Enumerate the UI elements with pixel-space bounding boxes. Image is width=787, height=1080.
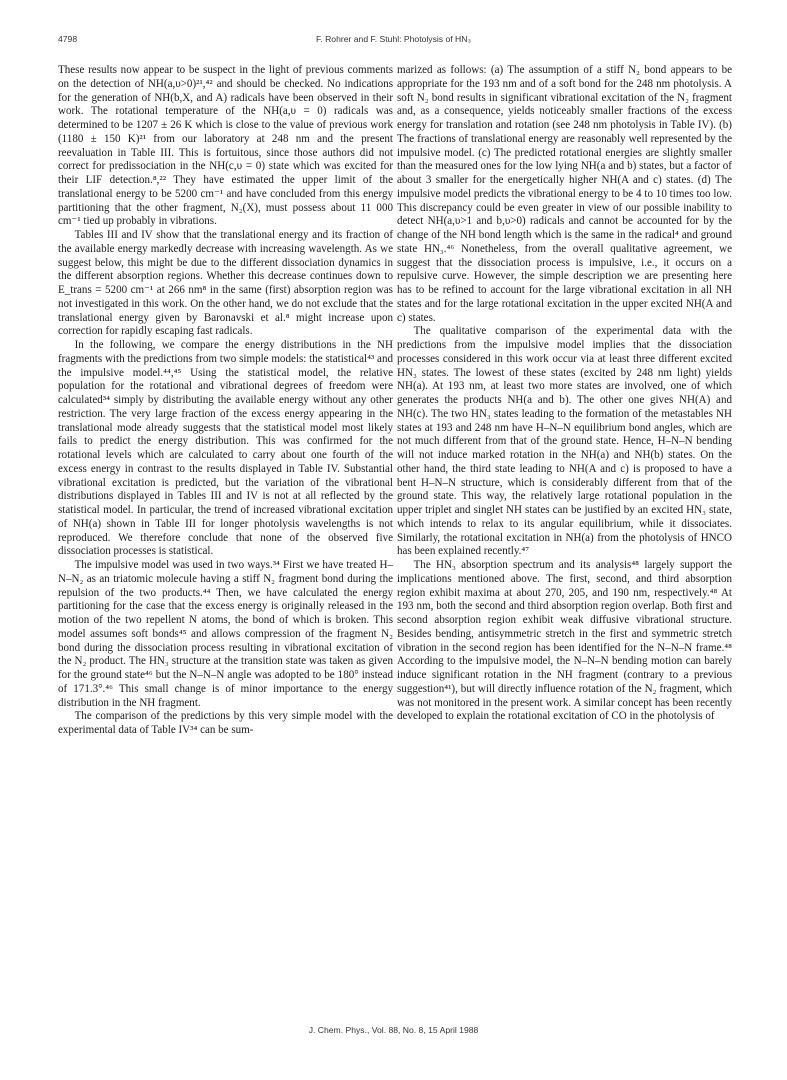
paragraph: The HN₃ absorption spectrum and its analysis⁴⁸ largely support the implications mentioned above. The first, second, and third absorption region exhibit maxima at about 270, 205, and 190 nm, respectively.⁴⁸ At 193 nm, both the second and third absorption region overlap. Both first and second absorption region exhibit weak diffusive vibrational structure. Besides bending, antisymmetric stretch in the first and symmetric stretch vibration in the second region has been identified for the N–N–N frame.⁴⁸ According to the impulsive model, the N–N–N bending motion can barely induce significant rotation in the NH fragment (contrary to a previous suggestion⁴¹), but will directly influence rotation of the N₂ fragment, which was not monitored in the present work. A similar concept has been recently developed to explain the rotational excitation of CO in the photolysis of [397, 559, 732, 723]
running-title: F. Rohrer and F. Stuhl: Photolysis of HN₃ [316, 34, 471, 44]
paragraph: In the following, we compare the energy distributions in the NH fragments with the predictions from two simple models: the statistical⁴³ and the impulsive model.⁴⁴,⁴⁵ Using the statistical model, the relative population for the rotational and vibrational degrees of freedom were calculated³⁴ simply by distributing the available energy without any other restriction. The very large fraction of the excess energy appearing in the translational mode already suggests that the statistical model most likely fails to predict the energy distribution. This was confirmed for the rotational levels which are calculated to carry about one fourth of the excess energy in contrast to the results displayed in Table IV. Substantial vibrational excitation is predicted, but the variation of the vibrational distributions displayed in Tables III and IV is not at all reflected by the statistical model. In particular, the trend of increased vibrational excitation of NH(a) shown in Table III for longer photolysis wavelengths is not reproduced. We therefore conclude that none of the observed five dissociation processes is statistical. [58, 339, 393, 558]
paragraph: Tables III and IV show that the translational energy and its fraction of the available energy markedly decrease with increasing wavelength. As we suggest below, this might be due to the different dissociation dynamics in the different absorption regions. Whether this decrease continues down to E_trans = 5200 cm⁻¹ at 266 nm⁸ in the same (first) absorption region was not investigated in this work. On the other hand, we do not exclude that the translational energy given by Baronavski et al.⁸ might increase upon correction for rapidly escaping fast radicals. [58, 229, 393, 338]
right-column [397, 64, 732, 724]
page-number: 4798 [58, 34, 78, 44]
paragraph: These results now appear to be suspect in the light of previous comments on the detection of NH(a,υ>0)²¹,⁴² and should be checked. No indications for the generation of NH(b,X, and A) radicals have been observed in their work. The rotational temperature of the NH(a,υ = 0) radicals was determined to be 1207 ± 26 K which is close to the value of previous work (1180 ± 150 K)²¹ from our laboratory at 248 nm and the present reevaluation in Table III. This is fortuitous, since those authors did not correct for predissociation in the NH(c,υ = 0) state which was excited for their LIF detection.⁸,²² They have estimated the upper limit of the translational energy to be 5200 cm⁻¹ and have concluded from this energy partitioning that the other fragment, N₂(X), must possess about 11 000 cm⁻¹ tied up probably in vibrations. [58, 64, 393, 228]
paragraph: marized as follows: (a) The assumption of a stiff N₂ bond appears to be appropriate for the 193 nm and of a soft bond for the 248 nm photolysis. A soft N₂ bond results in significant vibrational excitation of the N₂ fragment and, as a consequence, yields noticeably smaller fractions of the excess energy for translation and rotation (see 248 nm photolysis in Table IV). (b) The fractions of translational energy are reasonably well represented by the impulsive model. (c) The predicted rotational energies are slightly smaller than the measured ones for the low lying NH(a and b) states, but a factor of about 3 smaller for the energetically higher NH(A and c) states. (d) The impulsive model predicts the vibrational energy to be 4 to 10 times too low. This discrepancy could be even greater in view of our possible inability to detect NH(a,υ>1 and b,υ>0) radicals and cannot be accounted for by the change of the NH bond length which is the same in the radical⁴ and ground state HN₃.⁴⁶ Nonetheless, from the overall qualitative agreement, we suggest that the dissociation process is impulsive, i.e., it occurs on a repulsive curve. However, the simple description we are presenting here has to be refined to account for the large vibrational excitation in all NH states and for the large rotational excitation in the upper excited NH(A and c) states. [397, 64, 732, 324]
journal-citation: J. Chem. Phys., Vol. 88, No. 8, 15 April 1988 [308, 1025, 479, 1035]
left-column [58, 64, 393, 738]
paragraph: The impulsive model was used in two ways.³⁴ First we have treated H–N–N₂ as an triatomic molecule having a stiff N₂ fragment bond during the repulsion of the two products.⁴⁴ Then, we have calculated the energy partitioning for the case that the excess energy is originally released in the motion of the two repellent N atoms, the bond of which is broken. This model assumes soft bonds⁴⁵ and allows compression of the fragment N₂ bond during the dissociation process resulting in vibrational excitation of the N₂ product. The HN₃ structure at the transition state was taken as given for the ground state⁴⁶ but the N–N–N angle was adopted to be 180° instead of 171.3°.⁴⁶ This small change is of minor importance to the energy distribution in the NH fragment. [58, 559, 393, 709]
paragraph: The comparison of the predictions by this very simple model with the experimental data of Table IV³⁴ can be sum- [58, 710, 393, 736]
paragraph: The qualitative comparison of the experimental data with the predictions from the impulsive model implies that the dissociation processes considered in this work occur via at least three different excited HN₃ states. The lowest of these states (excited by 248 nm light) yields NH(a). At 193 nm, at least two more states are involved, one of which generates the products NH(a and b). The other one gives NH(A) and NH(c). The two HN₃ states leading to the formation of the metastables NH states at 193 and 248 nm have H–N–N equilibrium bond angles, which are not much different from that of the ground state. Hence, H–N–N bending will not induce marked rotation in the NH(a) and NH(b) states. On the other hand, the third state leading to NH(A and c) is proposed to have a bent H–N–N structure, which is considerably different from that of the ground state. This way, the relatively large rotational population in the upper triplet and singlet NH states can be justified by an excited HN₃ state, which intends to relax to its angular equilibrium, while it dissociates. Similarly, the rotational excitation in NH(a) from the photolysis of HNCO has been explained recently.⁴⁷ [397, 325, 732, 558]
